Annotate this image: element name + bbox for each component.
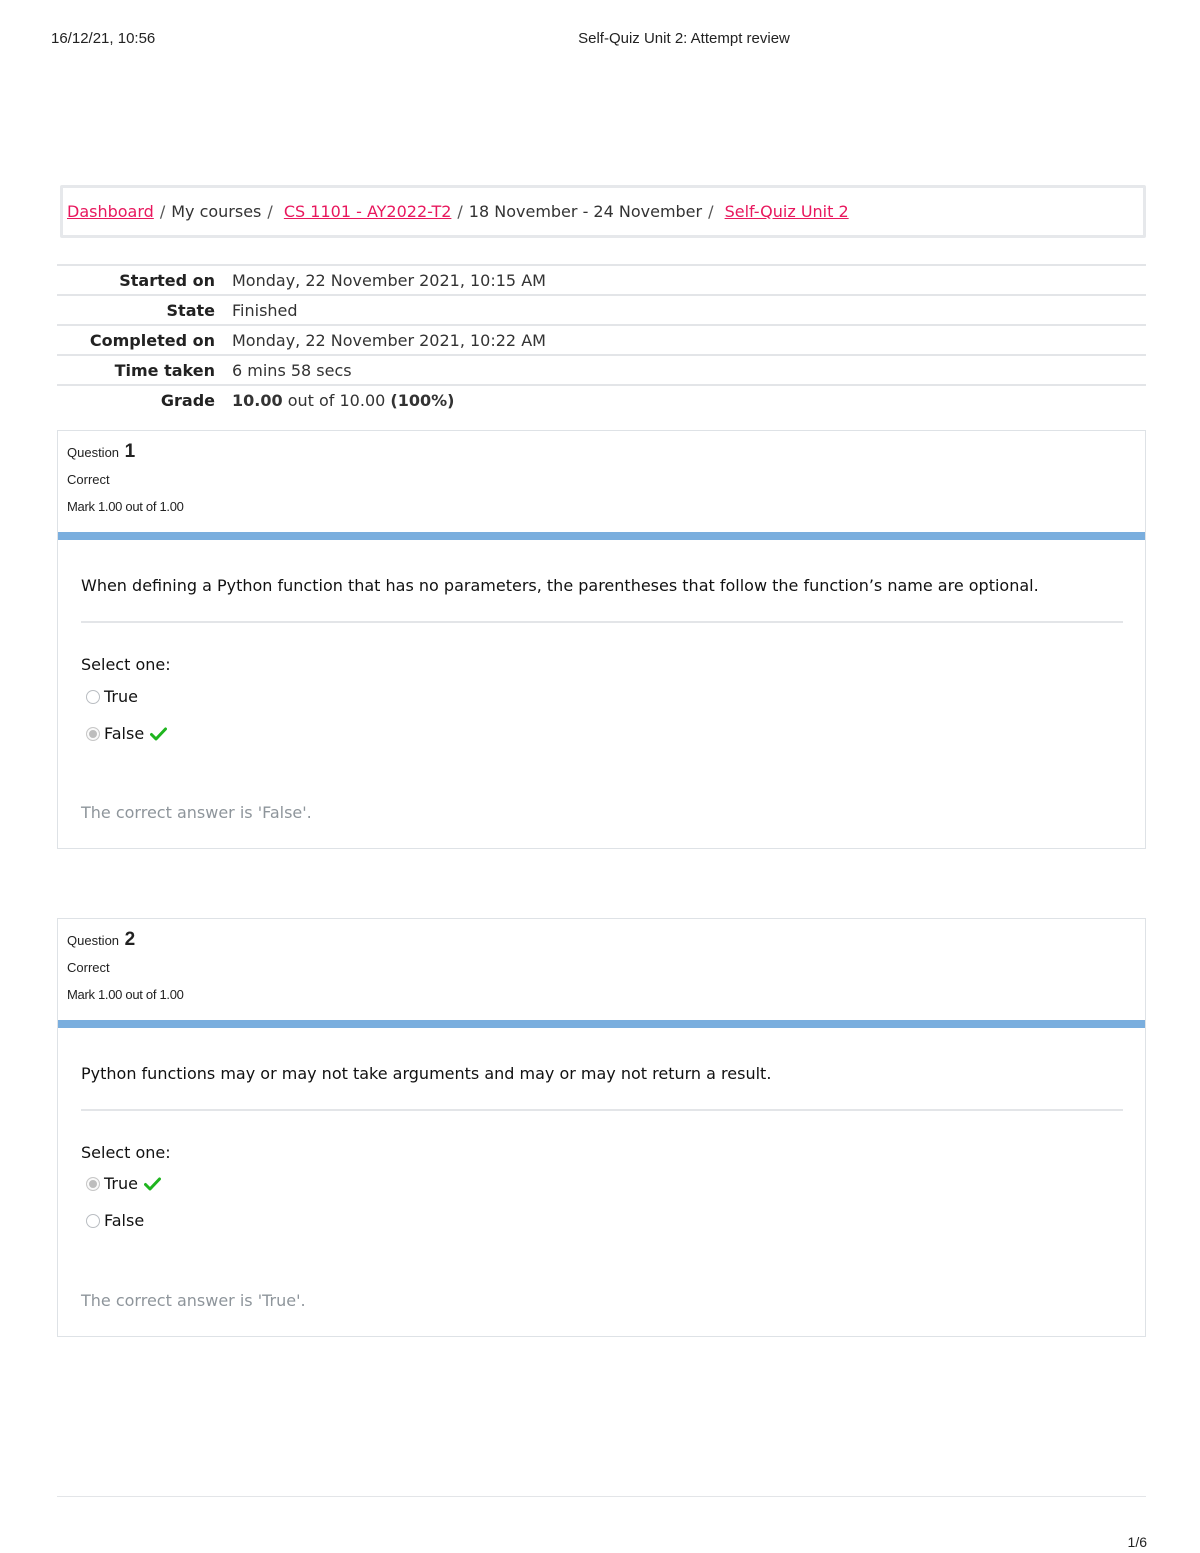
breadcrumb-separator: / [708,202,714,221]
breadcrumb [67,202,849,221]
check-icon [144,1177,161,1191]
question-number [67,929,184,951]
question-text: When defining a Python function that has no parameters, the parentheses that follow the function’s name are optional. [81,576,1039,595]
page-number: 1/6 [1127,1534,1147,1550]
question-header-bar [58,1020,1145,1028]
breadcrumb-separator: / [267,202,273,221]
question-grade: Mark 1.00 out of 1.00 [67,499,184,514]
summary-value: Monday, 22 November 2021, 10:22 AM [232,330,546,350]
summary-row-started [57,265,1146,295]
question-2 [57,918,1146,1337]
breadcrumb-separator: / [159,202,166,221]
question-number [67,441,184,463]
summary-label: Time taken [114,360,215,380]
print-header [0,30,1200,50]
breadcrumb-dashboard-link[interactable]: Dashboard [67,202,154,221]
radio-button[interactable] [86,1214,100,1228]
answer-label: True [104,687,138,706]
summary-row-state [57,295,1146,325]
breadcrumb-week: 18 November - 24 November [468,202,703,221]
grade-score: 10.00 [232,391,283,410]
breadcrumb-separator: / [457,202,463,221]
select-one-prompt: Select one: [81,1143,171,1162]
print-title: Self-Quiz Unit 2: Attempt review [578,30,790,47]
question-label: Question [67,445,120,460]
answer-option-true[interactable] [86,687,138,706]
divider [81,1109,1123,1111]
summary-row-time [57,355,1146,385]
breadcrumb-course-link[interactable]: CS 1101 - AY2022-T2 [283,202,452,221]
attempt-summary-table [57,264,1146,415]
question-label: Question [67,933,120,948]
grade-out-of: out of 10.00 [287,391,386,410]
question-formulation [58,540,1145,786]
question-text: Python functions may or may not take arguments and may or may not return a result. [81,1064,772,1083]
question-grade: Mark 1.00 out of 1.00 [67,987,184,1002]
breadcrumb-container [60,185,1146,238]
question-num: 2 [124,929,136,950]
answer-option-false[interactable] [86,1211,144,1230]
question-feedback: The correct answer is 'False'. [81,803,312,822]
question-1 [57,430,1146,849]
question-state: Correct [67,472,110,487]
question-info [67,441,184,514]
question-formulation [58,1028,1145,1274]
summary-value: Monday, 22 November 2021, 10:15 AM [232,270,546,290]
radio-button[interactable] [86,1177,100,1191]
footer-divider [57,1496,1146,1497]
check-icon [150,727,167,741]
breadcrumb-my-courses: My courses [171,202,262,221]
answer-label: False [104,724,145,743]
breadcrumb-quiz-link[interactable]: Self-Quiz Unit 2 [724,202,849,221]
question-state: Correct [67,960,110,975]
radio-button[interactable] [86,690,100,704]
summary-value: Finished [232,300,298,320]
divider [81,621,1123,623]
answer-option-true[interactable] [86,1174,161,1193]
answer-label: True [104,1174,138,1193]
answer-option-false[interactable] [86,724,167,743]
summary-label: State [166,300,215,320]
summary-label: Started on [119,270,215,290]
question-num: 1 [124,441,136,462]
summary-value: 6 mins 58 secs [232,360,352,380]
summary-value [227,385,1146,415]
summary-label: Completed on [89,330,215,350]
summary-row-completed [57,325,1146,355]
answer-label: False [104,1211,145,1230]
question-header-bar [58,532,1145,540]
summary-row-grade [57,385,1146,415]
question-info [67,929,184,1002]
summary-label: Grade [160,391,215,410]
select-one-prompt: Select one: [81,655,171,674]
print-date: 16/12/21, 10:56 [51,30,156,47]
radio-button[interactable] [86,727,100,741]
grade-percent: (100%) [390,391,455,410]
question-feedback: The correct answer is 'True'. [81,1291,306,1310]
